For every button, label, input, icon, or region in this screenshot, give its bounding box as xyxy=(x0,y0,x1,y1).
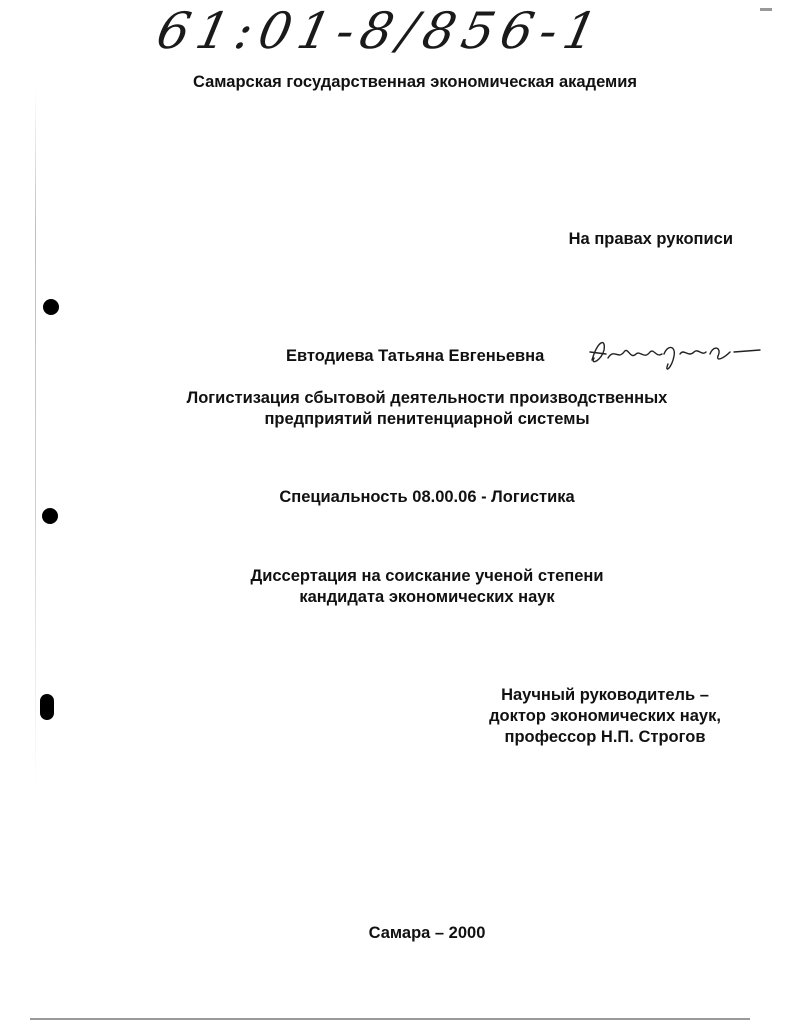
dissertation-title xyxy=(30,388,794,430)
scan-artifact xyxy=(760,8,772,11)
author-signature xyxy=(584,330,764,380)
supervisor-line-2: доктор экономических наук, xyxy=(489,707,721,725)
degree-line-1: Диссертация на соискание ученой степени xyxy=(250,567,604,585)
title-line-1: Логистизация сбытовой деятельности производственных xyxy=(186,389,668,407)
degree-line-2: кандидата экономических наук xyxy=(299,588,555,606)
rights-note: На правах рукописи xyxy=(568,230,733,248)
scan-artifact xyxy=(35,90,36,790)
city-year: Самара – 2000 xyxy=(368,924,486,942)
binder-hole-mark xyxy=(42,508,58,524)
degree-statement xyxy=(30,566,794,608)
archive-number-handwritten: 61:01-8/856-1 xyxy=(151,2,609,60)
supervisor-line-1: Научный руководитель – xyxy=(501,686,709,704)
specialty: Специальность 08.00.06 - Логистика xyxy=(279,488,575,506)
binder-hole-mark xyxy=(43,299,59,315)
binder-hole-mark xyxy=(40,694,54,720)
author-name: Евтодиева Татьяна Евгеньевна xyxy=(286,347,545,365)
scan-artifact xyxy=(30,1018,750,1020)
supervisor-line-3: профессор Н.П. Строгов xyxy=(504,728,706,746)
title-line-2: предприятий пенитенциарной системы xyxy=(264,410,590,428)
institution-name: Самарская государственная экономическая академия xyxy=(192,73,638,91)
scientific-supervisor xyxy=(470,685,740,748)
